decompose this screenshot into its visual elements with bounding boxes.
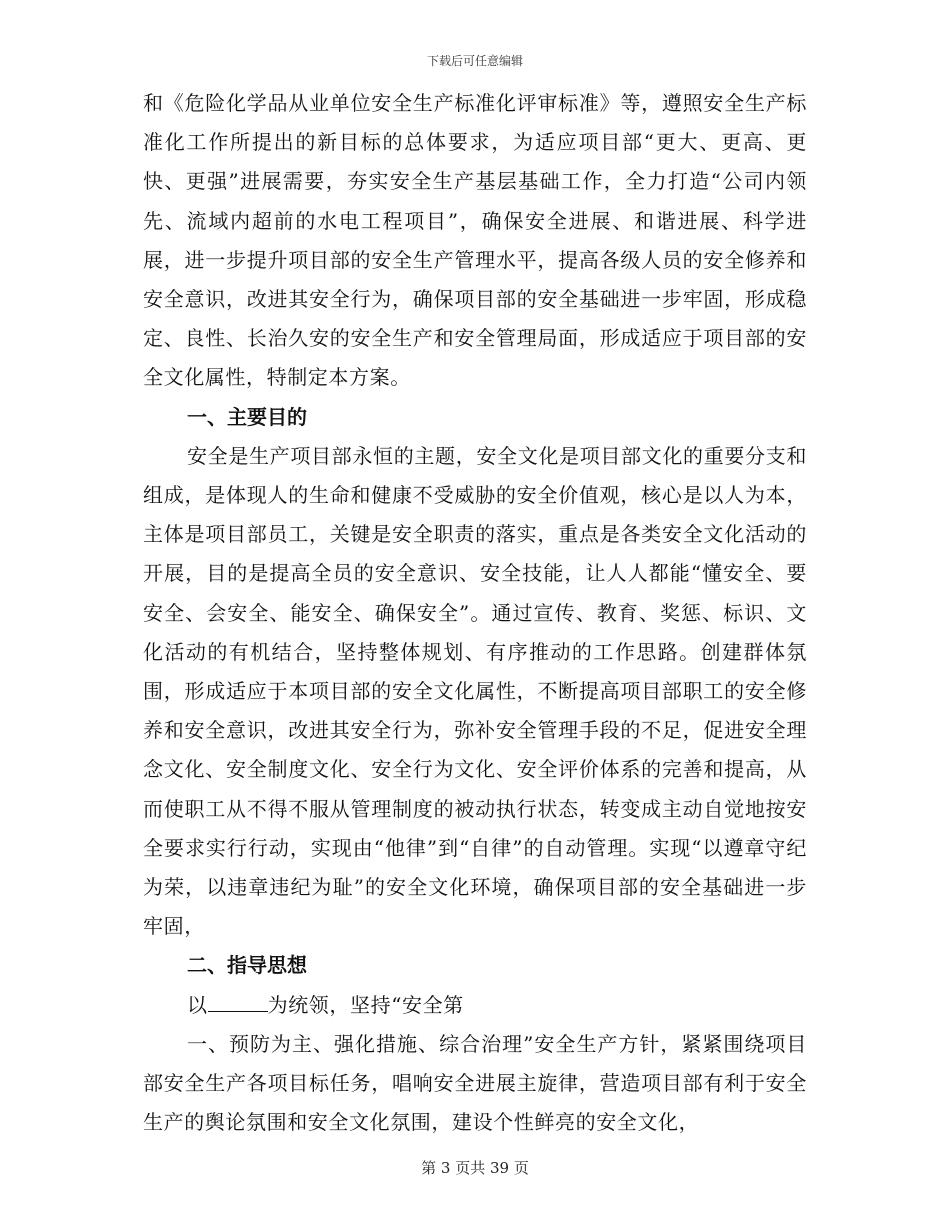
guide-paragraph <box>143 986 807 1025</box>
fill-in-blank <box>208 993 268 1012</box>
section-heading-purpose: 一、主要目的 <box>187 404 307 429</box>
guide-continuation-paragraph: 一、预防为主、强化措施、综合治理”安全生产方针，紧紧围绕项目部安全生产各项目标任务，唱响安全进展主旋律，营造项目部有利于安全生产的舆论氛围和安全文化氛围，建设个性鲜亮的安全文化， <box>143 1031 807 1135</box>
section-heading-guiding: 二、指导思想 <box>187 953 307 978</box>
intro-paragraph: 和《危险化学品从业单位安全生产标准化评审标准》等，遵照安全生产标准化工作所提出的新目标的总体要求，为适应项目部“更大、更高、更快、更强”进展需要，夯实安全生产基层基础工作，全力打造“公司内领先、流域内超前的水电工程项目”，确保安全进展、和谐进展、科学进展，进一步提升项目部的安全生产管理水平，提高各级人员的安全修养和安全意识，改进其安全行为，确保项目部的安全基础进一步牢固，形成稳定、良性、长治久安的安全生产和安全管理局面，形成适应于项目部的安全文化属性，特制定本方案。 <box>143 91 807 390</box>
guide-suffix: 为统领，坚持“安全第 <box>267 992 464 1017</box>
purpose-paragraph: 安全是生产项目部永恒的主题，安全文化是项目部文化的重要分支和组成，是体现人的生命和健康不受威胁的安全价值观，核心是以人为本，主体是项目部员工，关键是安全职责的落实，重点是各类安全文化活动的开展，目的是提高全员的安全意识、安全技能，让人人都能“懂安全、要安全、会安全、能安全、确保安全”。通过宣传、教育、奖惩、标识、文化活动的有机结合，坚持整体规划、有序推动的工作思路。创建群体氛围，形成适应于本项目部的安全文化属性，不断提高项目部职工的安全修养和安全意识，改进其安全行为，弥补安全管理手段的不足，促进安全理念文化、安全制度文化、安全行为文化、安全评价体系的完善和提高，从而使职工从不得不服从管理制度的被动执行状态，转变成主动自觉地按安全要求实行行动，实现由“他律”到“自律”的自动管理。实现“以遵章守纪为荣，以违章违纪为耻”的安全文化环境，确保项目部的安全基础进一步牢固， <box>143 443 807 939</box>
document-body <box>143 84 807 1142</box>
guide-prefix: 以 <box>187 992 208 1017</box>
page-header: 下载后可任意编辑 <box>426 54 523 68</box>
page-number: 第 3 页共 39 页 <box>421 1159 529 1177</box>
